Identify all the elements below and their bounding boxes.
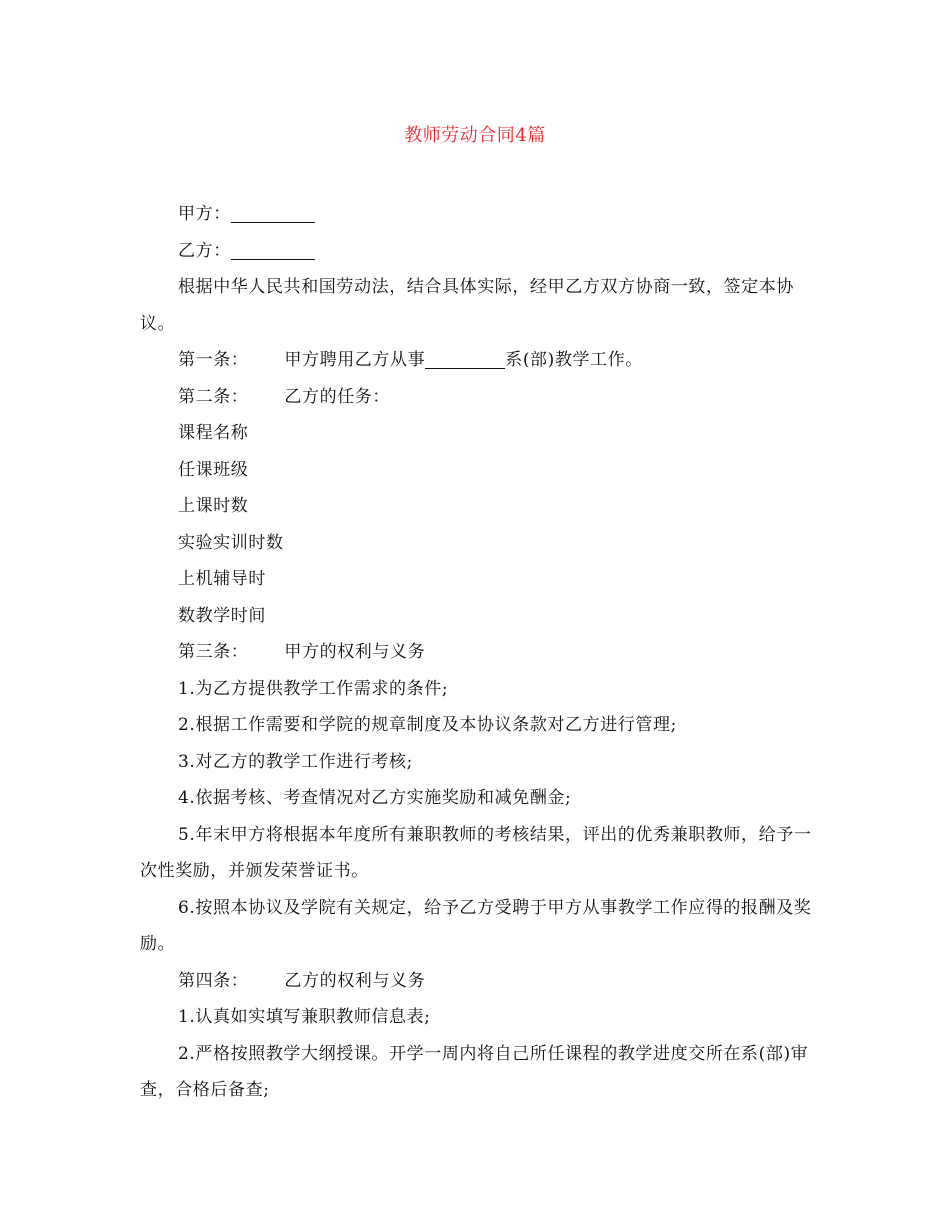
party-b-blank [231,237,315,260]
article-3-item: 1.为乙方提供教学工作需求的条件; [178,678,449,699]
article-3-item: 6.按照本协议及学院有关规定，给予乙方受聘于甲方从事教学工作应得的报酬及奖励。 [140,897,812,954]
article-2-label: 第二条： [178,386,249,407]
article-3-text: 甲方的权利与义务 [284,642,426,662]
article-2-item: 任课班级 [178,459,249,480]
party-b-label: 乙方： [178,240,231,261]
article-1-label: 第一条： [178,350,249,370]
article-3-label: 第三条： [178,642,249,662]
article-1 [140,342,812,379]
article-2-item: 课程名称 [178,423,249,443]
article-4-item: 2.严格按照教学大纲授课。开学一周内将自己所任课程的教学进度交所在系(部)审查，合格后备查; [140,1043,809,1100]
article-3-item: 5.年末甲方将根据本年度所有兼职教师的考核结果，评出的优秀兼职教师，给予一次性奖励，并颁发荣誉证书。 [140,824,812,881]
article-3 [140,634,812,671]
article-3-item: 3.对乙方的教学工作进行考核; [178,751,413,772]
article-1-blank [425,346,505,369]
party-a-line [140,196,812,233]
article-4 [140,963,812,1000]
article-2-text: 乙方的任务： [284,386,391,407]
article-3-item: 4.依据考核、考查情况对乙方实施奖励和减免酬金; [178,788,572,808]
article-2-item: 上课时数 [178,496,249,516]
article-3-item: 2.根据工作需要和学院的规章制度及本协议条款对乙方进行管理; [178,715,677,735]
article-1-text-before: 甲方聘用乙方从事 [284,350,426,370]
intro-paragraph: 根据中华人民共和国劳动法，结合具体实际，经甲乙方双方协商一致，签定本协议。 [140,277,794,334]
party-a-label: 甲方： [178,204,231,224]
article-2-item: 实验实训时数 [178,532,284,553]
article-2 [140,379,812,416]
article-1-text-after: 系(部)教学工作。 [505,350,643,370]
article-4-text: 乙方的权利与义务 [284,970,426,991]
article-4-item: 1.认真如实填写兼职教师信息表; [178,1007,431,1027]
party-a-blank [231,200,315,223]
article-4-label: 第四条： [178,970,249,991]
document-title: 教师劳动合同4篇 [404,125,546,146]
document-body [140,196,812,1109]
party-b-line [140,233,812,270]
article-2-item: 上机辅导时 [178,569,266,589]
article-2-item: 数教学时间 [178,605,266,626]
